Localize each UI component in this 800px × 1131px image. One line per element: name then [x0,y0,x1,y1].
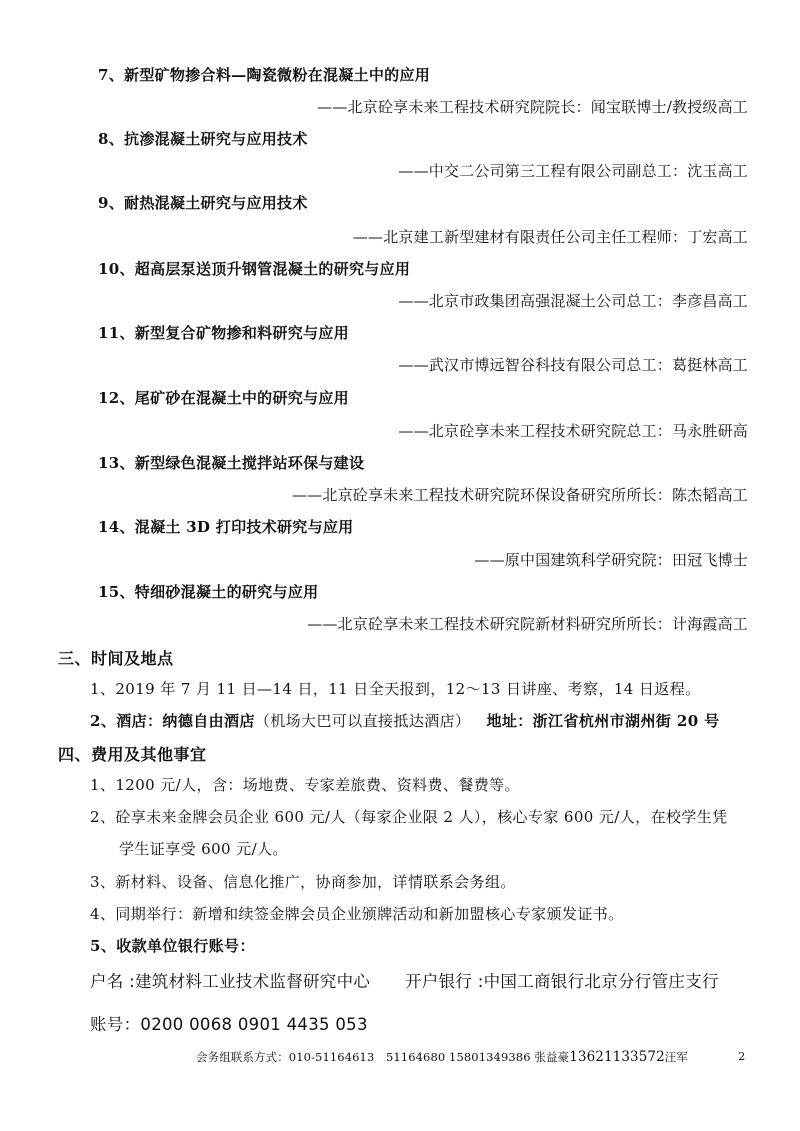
account-name: 户名 :建筑材料工业技术监督研究中心 [90,972,371,991]
fee-item-2-line-2: 学生证享受 600 元/人。 [119,840,288,858]
topic-7-title: 7、新型矿物掺合料—陶瓷微粉在混凝土中的应用 [98,66,431,84]
topic-14-title: 14、混凝土 3D 打印技术研究与应用 [98,518,354,536]
topic-12-speaker: ——北京砼享未来工程技术研究院总工：马永胜研高 [398,422,748,440]
topic-15-speaker: ——北京砼享未来工程技术研究院新材料研究所所长：计海霞高工 [307,615,748,633]
footer-contact [196,1049,688,1065]
footer-contact-main: 会务组联系方式：010-51164613 51164680 15801349386 张益豪 [196,1050,570,1064]
hotel-note: （机场大巴可以直接抵达酒店） [254,712,471,730]
footer-phone: 13621133572 [569,1049,665,1065]
fee-item-4: 4、同期举行：新增和续签金牌会员企业颁牌活动和新加盟核心专家颁发证书。 [90,905,624,923]
topic-13-title: 13、新型绿色混凝土搅拌站环保与建设 [98,454,365,472]
fee-item-2-line-1: 2、砼享未来金牌会员企业 600 元/人（每家企业限 2 人），核心专家 600 元/人，在校学生凭 [90,808,728,826]
topic-12-title: 12、尾矿砂在混凝土中的研究与应用 [98,389,349,407]
topic-8-speaker: ——中交二公司第三工程有限公司副总工：沈玉高工 [398,162,748,180]
bank-name: 开户银行 :中国工商银行北京分行管庄支行 [405,972,719,991]
fee-item-1: 1、1200 元/人，含：场地费、专家差旅费、资料费、餐费等。 [90,776,520,794]
topic-9-speaker: ——北京建工新型建材有限责任公司主任工程师：丁宏高工 [352,228,748,246]
page-number: 2 [738,1049,746,1063]
section-4-heading: 四、费用及其他事宜 [58,745,207,764]
topic-8-title: 8、抗渗混凝土研究与应用技术 [98,130,308,148]
hotel-line [90,710,720,731]
hotel-address: 地址：浙江省杭州市湖州街 20 号 [486,712,720,730]
topic-7-speaker: ——北京砼享未来工程技术研究院院长：闻宝联博士/教授级高工 [317,98,748,116]
fee-item-3: 3、新材料、设备、信息化推广，协商参加，详情联系会务组。 [90,873,516,891]
topic-11-title: 11、新型复合矿物掺和料研究与应用 [98,324,349,342]
topic-14-speaker: ——原中国建筑科学研究院：田冠飞博士 [474,551,748,569]
footer-contact-name: 汪军 [664,1050,688,1064]
topic-11-speaker: ——武汉市博远智谷科技有限公司总工：葛挺林高工 [398,356,748,374]
section-3-heading: 三、时间及地点 [58,649,174,668]
account-number: 账号：0200 0068 0901 4435 053 [90,1015,368,1034]
bank-heading: 5、收款单位银行账号： [90,937,255,955]
schedule-text: 1、2019 年 7 月 11 日—14 日，11 日全天报到，12～13 日讲座、考察，14 日返程。 [90,680,701,698]
topic-15-title: 15、特细砂混凝土的研究与应用 [98,583,319,601]
topic-9-title: 9、耐热混凝土研究与应用技术 [98,194,308,212]
topic-13-speaker: ——北京砼享未来工程技术研究院环保设备研究所所长：陈杰韬高工 [291,486,748,504]
hotel-name: 2、酒店：纳德自由酒店 [90,712,255,730]
topic-10-title: 10、超高层泵送顶升钢管混凝土的研究与应用 [98,260,411,278]
topic-10-speaker: ——北京市政集团高强混凝土公司总工：李彦昌高工 [398,292,748,310]
